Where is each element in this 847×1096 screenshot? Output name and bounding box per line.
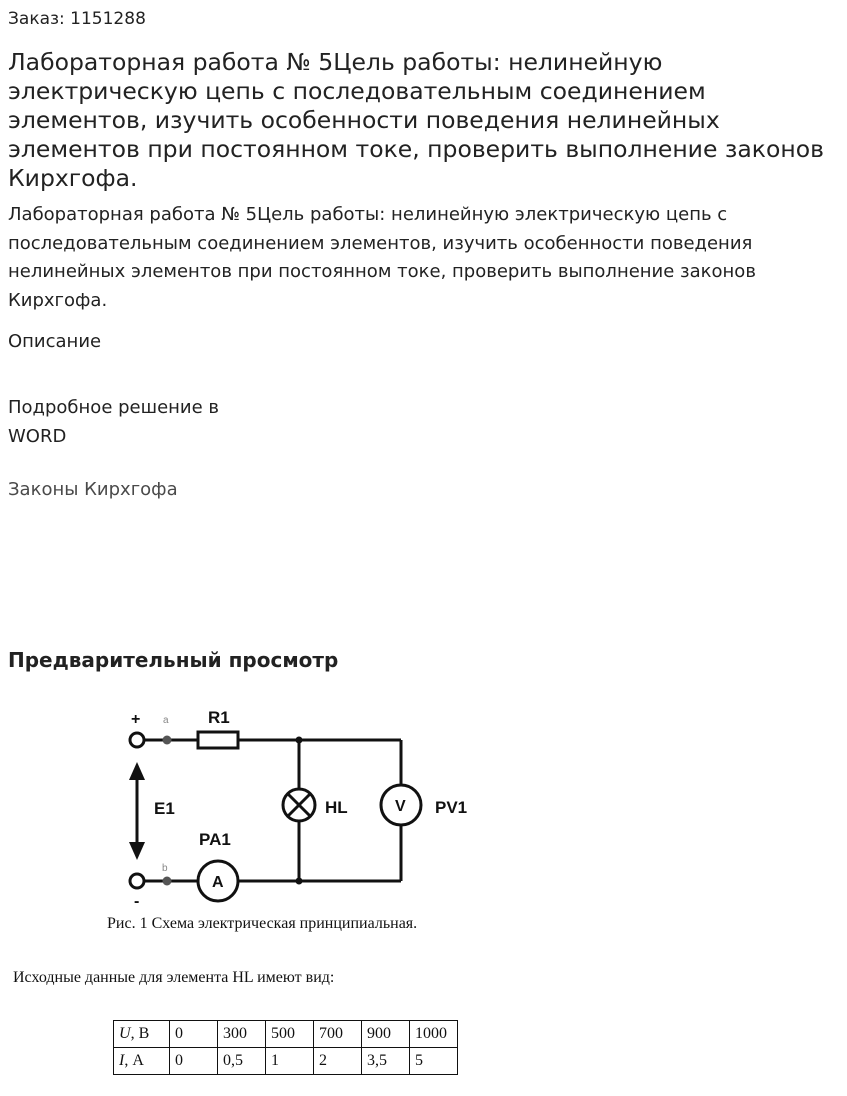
table-cell: 3,5: [362, 1048, 410, 1075]
table-row-voltage: [114, 1021, 458, 1048]
figure-caption: Рис. 1 Схема электрическая принципиальная.: [107, 915, 418, 932]
word-line-2: WORD: [8, 426, 67, 447]
e1-label: E1: [154, 799, 175, 818]
terminal-plus: [130, 733, 144, 747]
pa1-label: PA1: [199, 830, 231, 849]
ammeter-label: A: [212, 874, 224, 891]
table-cell: 900: [362, 1021, 410, 1048]
table-cell: 300: [218, 1021, 266, 1048]
node-a-label: a: [163, 715, 169, 726]
terminal-minus: [130, 874, 144, 888]
e1-arrow-down: [129, 842, 145, 860]
r1-label: R1: [208, 708, 230, 727]
table-cell: 2: [314, 1048, 362, 1075]
kirchhoff-laws-link[interactable]: Законы Кирхгофа: [8, 479, 178, 500]
table-row-current: [114, 1048, 458, 1075]
table-cell: 1000: [410, 1021, 458, 1048]
lead-paragraph: Лабораторная работа № 5Цель работы: нелинейную электрическую цепь с последовательным соединением элементов, изучить особенности поведения нелинейных элементов при постоянном токе, проверить выполнение законов Кирхгофа.: [8, 204, 756, 311]
table-cell: 1: [266, 1048, 314, 1075]
current-header-cell: I, А: [114, 1048, 170, 1075]
table-cell: 0,5: [218, 1048, 266, 1075]
initial-data-text: Исходные данные для элемента HL имеют вид:: [13, 969, 335, 986]
circuit-schematic: [100, 700, 490, 910]
preview-heading: Предварительный просмотр: [8, 648, 339, 672]
e1-arrow-up: [129, 762, 145, 780]
node-b-label: b: [162, 863, 168, 874]
hl-characteristic-table: [113, 1020, 458, 1075]
table-cell: 700: [314, 1021, 362, 1048]
word-solution-note: [8, 393, 268, 451]
description-heading: Описание: [8, 331, 102, 352]
page-title: Лабораторная работа № 5Цель работы: нелинейную электрическую цепь с последовательным соединением элементов, изучить особенности поведения нелинейных элементов при постоянном токе, проверить выполнение законов Кирхгофа.: [8, 48, 824, 192]
hl-label: HL: [325, 798, 348, 817]
order-number: Заказ: 1151288: [8, 9, 146, 29]
pv1-label: PV1: [435, 798, 468, 817]
table-cell: 0: [170, 1021, 218, 1048]
minus-label: -: [134, 893, 140, 910]
voltage-header-cell: U, В: [114, 1021, 170, 1048]
word-line-1: Подробное решение в: [8, 397, 220, 418]
node-b-dot: [163, 877, 172, 886]
table-cell: 5: [410, 1048, 458, 1075]
resistor-r1: [198, 732, 238, 748]
node-a-dot: [163, 736, 172, 745]
table-cell: 0: [170, 1048, 218, 1075]
voltmeter-label: V: [395, 798, 406, 815]
table-cell: 500: [266, 1021, 314, 1048]
plus-label: +: [131, 711, 141, 728]
